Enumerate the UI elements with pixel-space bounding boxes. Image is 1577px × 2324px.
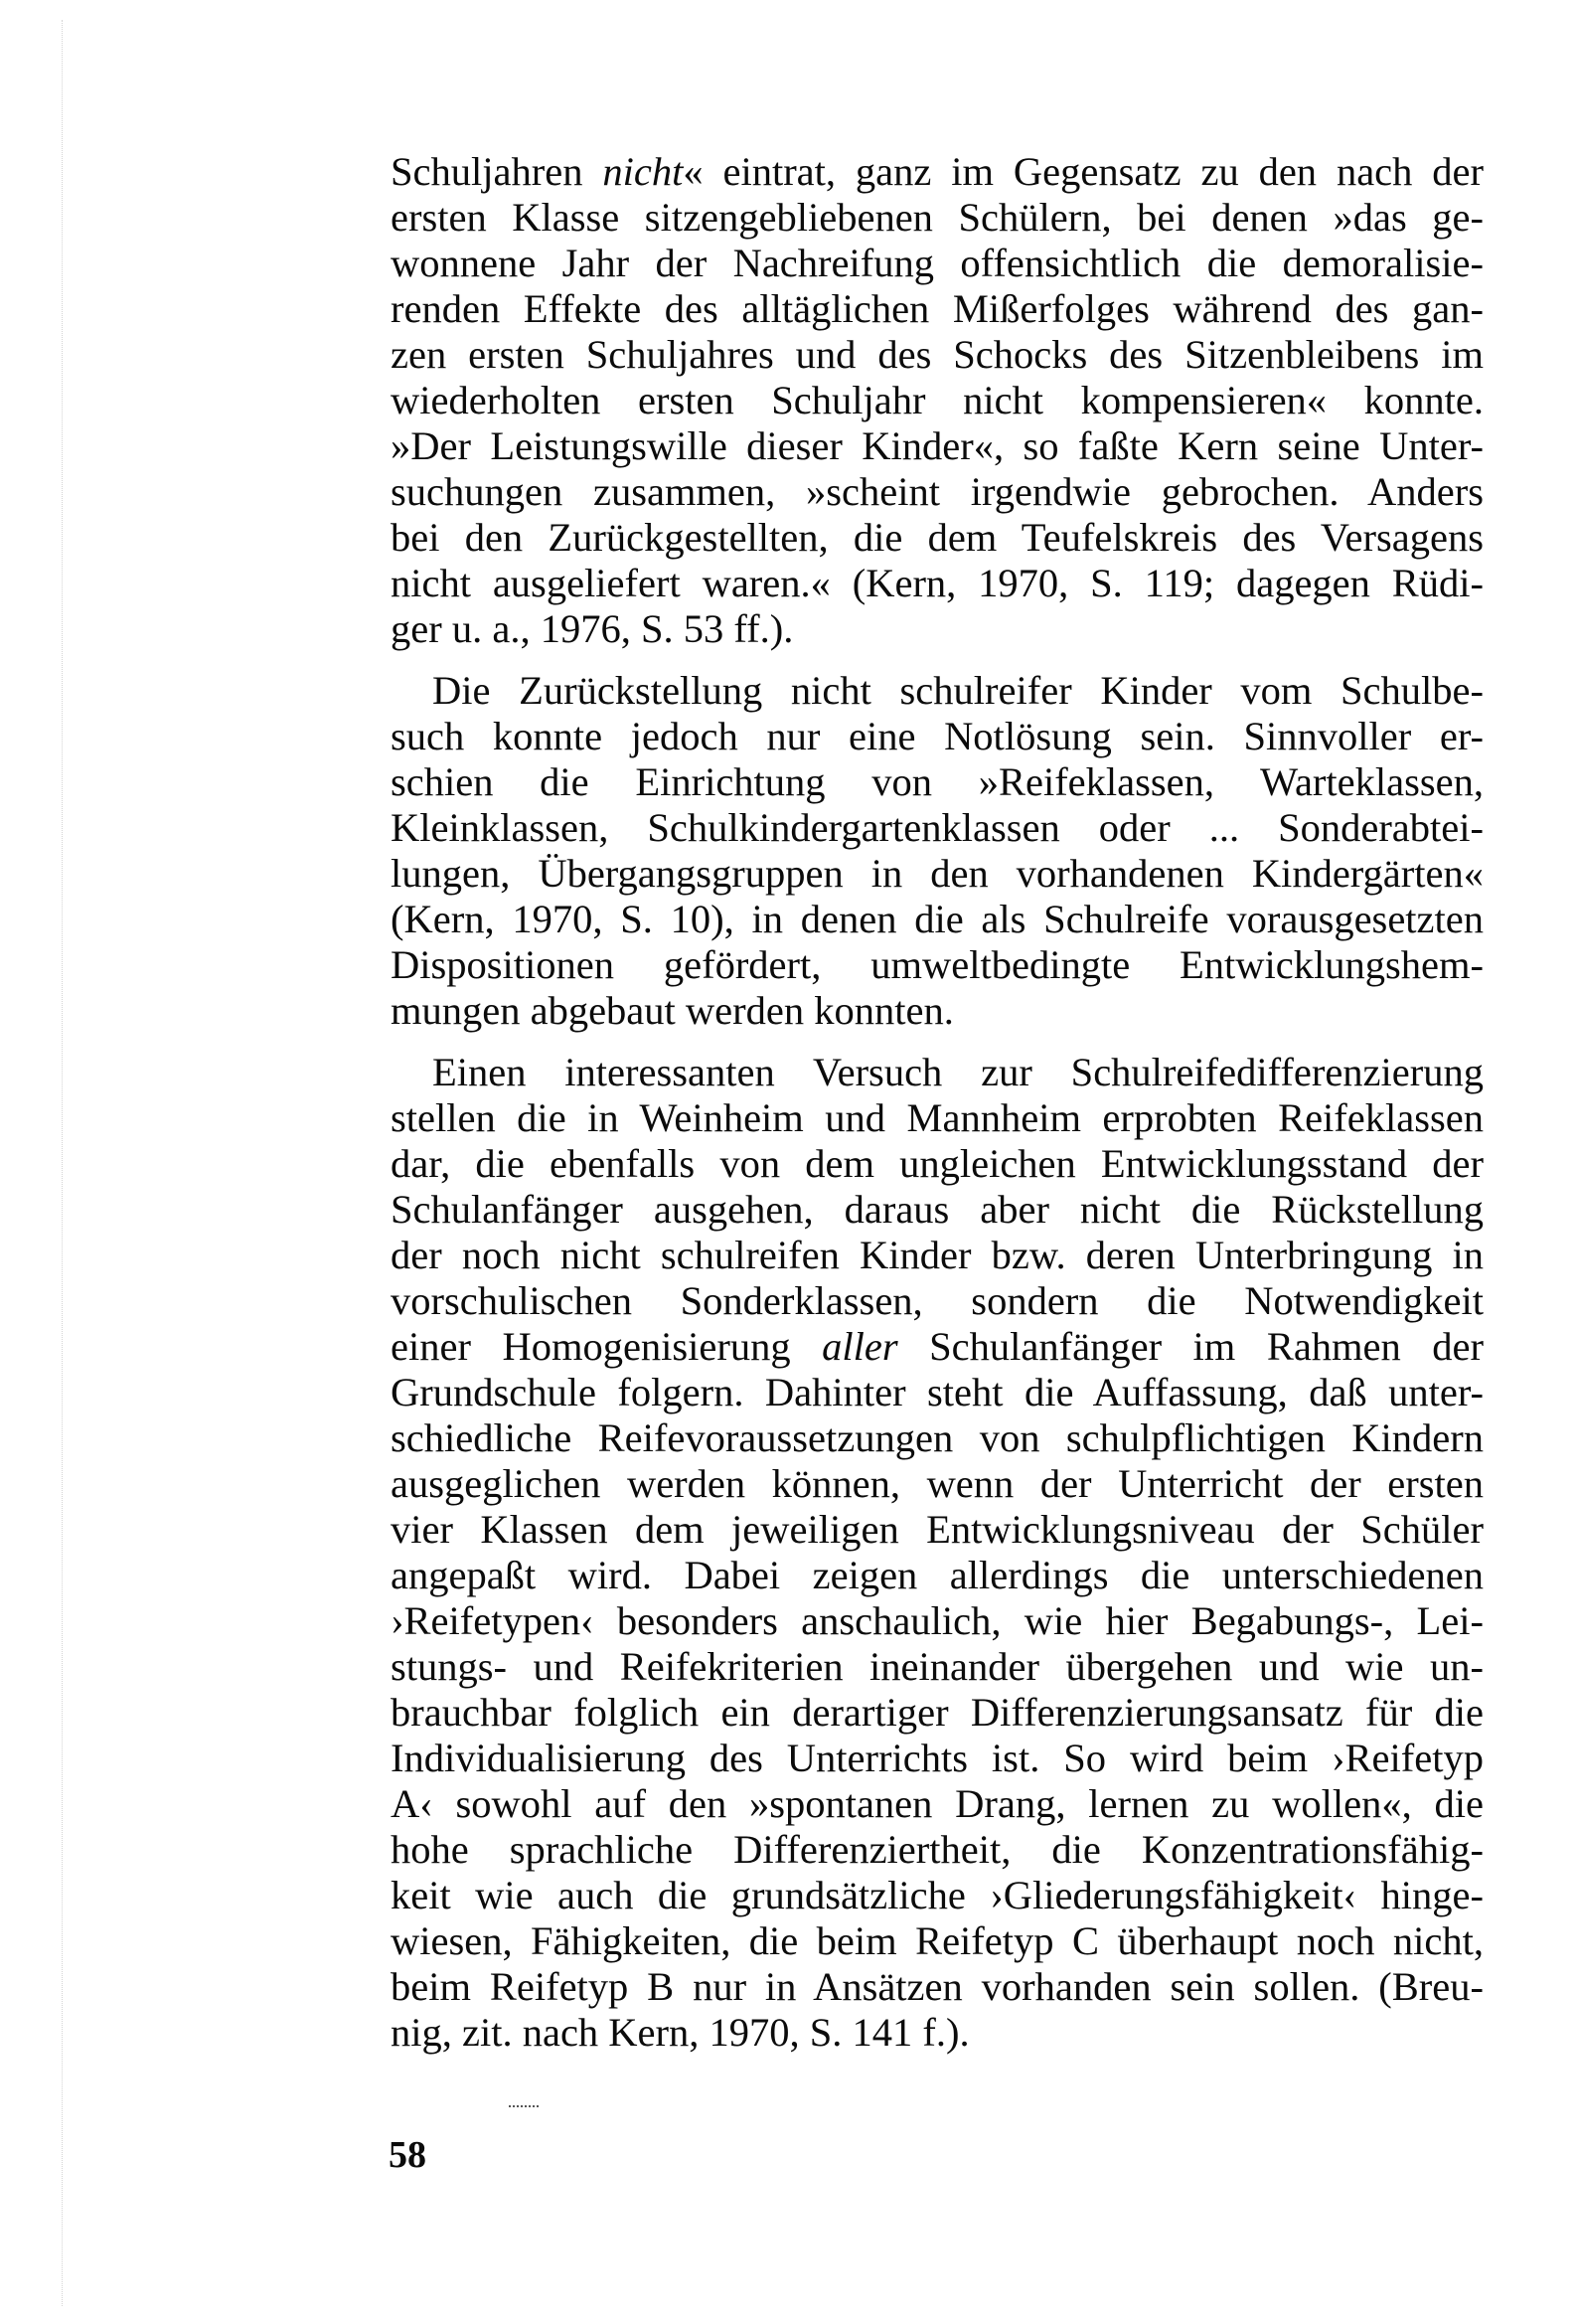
text-line: Kleinklassen, Schulkindergartenklassen oder ... Sonderabtei- [391, 805, 1484, 850]
text-line: Die Zurückstellung nicht schulreifer Kinder vom Schulbe- [432, 668, 1484, 713]
text-line: angepaßt wird. Dabei zeigen allerdings die unterschiedenen [391, 1553, 1484, 1597]
text-line: stellen die in Weinheim und Mannheim erprobten Reifeklassen [391, 1095, 1484, 1140]
text-line: vier Klassen dem jeweiligen Entwicklungsniveau der Schüler [391, 1507, 1484, 1552]
text-line: schiedliche Reifevoraussetzungen von schulpflichtigen Kindern [391, 1415, 1484, 1460]
text-line: Dispositionen gefördert, umweltbedingte Entwicklungshem- [391, 942, 1484, 987]
text-line: Schulanfänger ausgehen, daraus aber nicht die Rückstellung [391, 1187, 1484, 1232]
text-line: »Der Leistungswille dieser Kinder«, so faßte Kern seine Unter- [391, 423, 1484, 468]
text-line: Einen interessanten Versuch zur Schulreifedifferenzierung [432, 1050, 1484, 1094]
text-line: lungen, Übergangsgruppen in den vorhandenen Kindergärten« [391, 851, 1484, 896]
text-line: brauchbar folglich ein derartiger Differenzierungsansatz für die [391, 1690, 1484, 1735]
scan-artifact-mark [509, 2105, 539, 2110]
text-line: (Kern, 1970, S. 10), in denen die als Schulreife vorausgesetzten [391, 897, 1484, 941]
text-line: schien die Einrichtung von »Reifeklassen, Warteklassen, [391, 759, 1484, 804]
text-line: nicht ausgeliefert waren.« (Kern, 1970, S. 119; dagegen Rüdi- [391, 561, 1484, 605]
text-line: mungen abgebaut werden konnten. [391, 988, 954, 1033]
text-line: ›Reifetypen‹ besonders anschaulich, wie hier Begabungs-, Lei- [391, 1598, 1484, 1643]
text-line: keit wie auch die grundsätzliche ›Gliederungsfähigkeit‹ hinge- [391, 1873, 1484, 1917]
text-line: ersten Klasse sitzengebliebenen Schülern, bei denen »das ge- [391, 195, 1484, 240]
text-line: ausgeglichen werden können, wenn der Unterricht der ersten [391, 1461, 1484, 1506]
text-line: beim Reifetyp B nur in Ansätzen vorhanden sein sollen. (Breu- [391, 1964, 1484, 2009]
text-line: einer Homogenisierung aller Schulanfänger im Rahmen der [391, 1324, 1484, 1369]
text-line: suchungen zusammen, »scheint irgendwie gebrochen. Anders [391, 469, 1484, 514]
text-line: wiesen, Fähigkeiten, die beim Reifetyp C überhaupt noch nicht, [391, 1918, 1484, 1963]
text-line: zen ersten Schuljahres und des Schocks des Sitzenbleibens im [391, 332, 1484, 377]
emphasis: nicht [602, 149, 684, 194]
text-line: vorschulischen Sonderklassen, sondern die Notwendigkeit [391, 1278, 1484, 1323]
text-line: such konnte jedoch nur eine Notlösung sein. Sinnvoller er- [391, 714, 1484, 758]
text-line: renden Effekte des alltäglichen Mißerfolges während des gan- [391, 286, 1484, 331]
body-text [391, 149, 1484, 2056]
text-line: Individualisierung des Unterrichts ist. So wird beim ›Reifetyp [391, 1736, 1484, 1780]
scan-edge-mark [62, 20, 69, 2306]
text-line: nig, zit. nach Kern, 1970, S. 141 f.). [391, 2010, 970, 2055]
text-line: der noch nicht schulreifen Kinder bzw. deren Unterbringung in [391, 1233, 1484, 1277]
text-line: wonnene Jahr der Nachreifung offensichtlich die demoralisie- [391, 241, 1484, 285]
page-number: 58 [389, 2134, 426, 2176]
text-line: wiederholten ersten Schuljahr nicht kompensieren« konnte. [391, 378, 1484, 422]
text-line: stungs- und Reifekriterien ineinander übergehen und wie un- [391, 1644, 1484, 1689]
emphasis: aller [822, 1324, 898, 1369]
text-line: A‹ sowohl auf den »spontanen Drang, lernen zu wollen«, die [391, 1781, 1484, 1826]
text-line: Grundschule folgern. Dahinter steht die Auffassung, daß unter- [391, 1370, 1484, 1414]
text-line: Schuljahren nicht« eintrat, ganz im Gegensatz zu den nach der [391, 149, 1484, 194]
text-line: ger u. a., 1976, S. 53 ff.). [391, 606, 794, 651]
text-line: hohe sprachliche Differenziertheit, die Konzentrationsfähig- [391, 1827, 1484, 1872]
text-line: bei den Zurückgestellten, die dem Teufelskreis des Versagens [391, 515, 1484, 560]
text-line: dar, die ebenfalls von dem ungleichen Entwicklungsstand der [391, 1141, 1484, 1186]
